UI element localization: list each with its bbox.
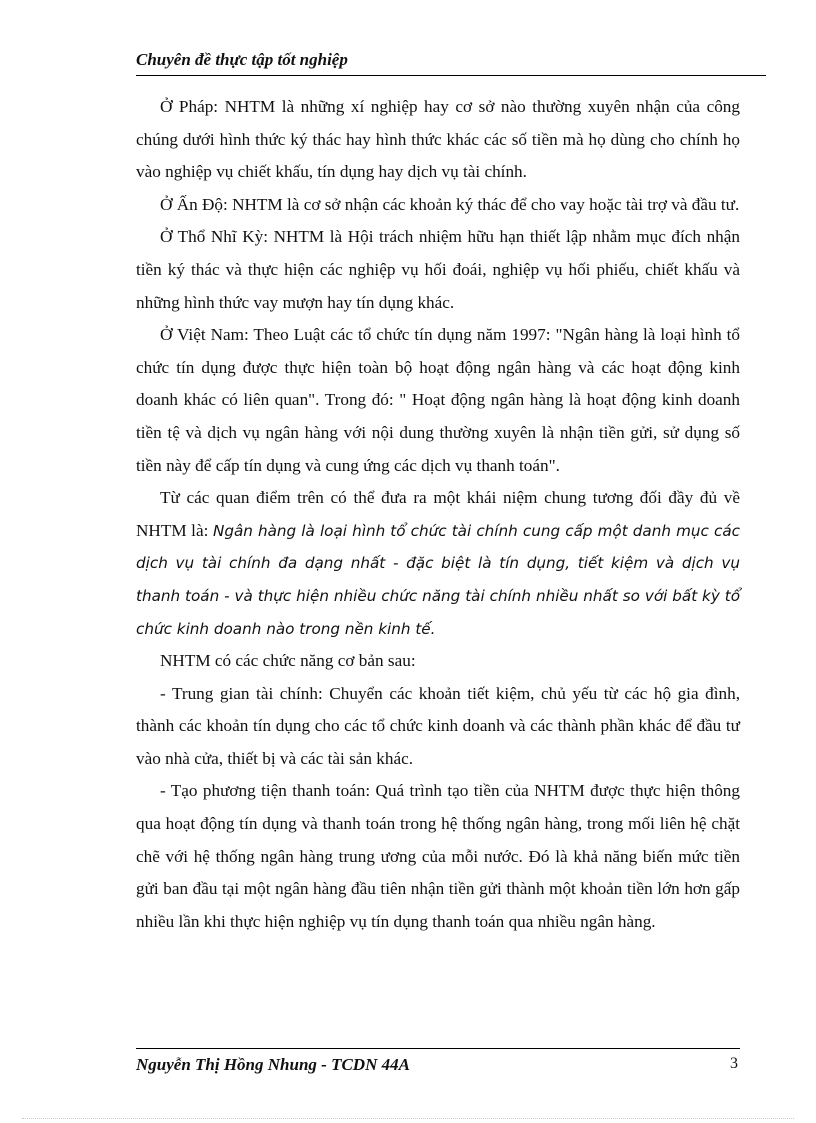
document-body	[136, 91, 740, 938]
paragraph-functions-intro: NHTM có các chức năng cơ bản sau:	[160, 651, 416, 671]
page-bottom-border	[22, 1118, 794, 1119]
paragraph-financial-intermediary: - Trung gian tài chính: Chuyển các khoản tiết kiệm, chủ yếu từ các hộ gia đình, thành các khoản tín dụng cho các tổ chức kinh doanh và các thành phần khác để đầu tư vào nhà cửa, thiết bị và các tài sản khác.	[136, 683, 740, 768]
page-number: 3	[730, 1055, 738, 1072]
footer-author: Nguyễn Thị Hồng Nhung - TCDN 44A	[136, 1055, 410, 1074]
paragraph-vietnam: Ở Việt Nam: Theo Luật các tổ chức tín dụng năm 1997: "Ngân hàng là loại hình tổ chức tín dụng được thực hiện toàn bộ hoạt động ngân hàng và các hoạt động kinh doanh khác có liên quan". Trong đó: " Hoạt động ngân hàng là hoạt động kinh doanh tiền tệ và dịch vụ ngân hàng với nội dung thường xuyên là nhận tiền gửi, sử dụng số tiền này để cấp tín dụng và cung ứng các dịch vụ thanh toán".	[136, 325, 740, 475]
footer-divider	[136, 1048, 740, 1049]
paragraph-turkey: Ở Thổ Nhĩ Kỳ: NHTM là Hội trách nhiệm hữu hạn thiết lập nhằm mục đích nhận tiền ký thác và thực hiện các nghiệp vụ hối đoái, nghiệp vụ hối phiếu, chiết khấu và những hình thức vay mượn hay tín dụng khác.	[136, 227, 740, 312]
header-divider	[136, 75, 766, 76]
paragraph-india: Ở Ấn Độ: NHTM là cơ sở nhận các khoản ký thác để cho vay hoặc tài trợ và đầu tư.	[160, 194, 740, 214]
paragraph-payment-means: - Tạo phương tiện thanh toán: Quá trình tạo tiền của NHTM được thực hiện thông qua hoạt động tín dụng và thanh toán trong hệ thống ngân hàng, trong mối liên hệ chặt chẽ với hệ thống ngân hàng trung ương của mỗi nước. Đó là khả năng biến mức tiền gửi ban đầu tại một ngân hàng đầu tiên nhận tiền gửi thành một khoản tiền lớn hơn gấp nhiều lần khi thực hiện nghiệp vụ tín dụng thanh toán qua nhiều ngân hàng.	[136, 781, 740, 931]
paragraph-france: Ở Pháp: NHTM là những xí nghiệp hay cơ sở nào thường xuyên nhận của công chúng dưới hình thức ký thác hay hình thức khác các số tiền mà họ dùng cho chính họ vào nghiệp vụ chiết khấu, tín dụng hay dịch vụ tài chính.	[136, 97, 740, 182]
page-header-title: Chuyên đề thực tập tốt nghiệp	[136, 50, 348, 69]
paragraph-definition	[136, 482, 740, 645]
definition-lead: Từ các quan điểm trên có thể đưa ra một khái niệm chung tương đối đầy đủ về NHTM là:	[136, 488, 740, 540]
definition-italic: Ngân hàng là loại hình tổ chức tài chính cung cấp một danh mục các dịch vụ tài chính đa dạng nhất - đặc biệt là tín dụng, tiết kiệm và dịch vụ thanh toán - và thực hiện nhiều chức năng tài chính nhiều nhất so với bất kỳ tổ chức kinh doanh nào trong nền kinh tế.	[136, 521, 740, 638]
